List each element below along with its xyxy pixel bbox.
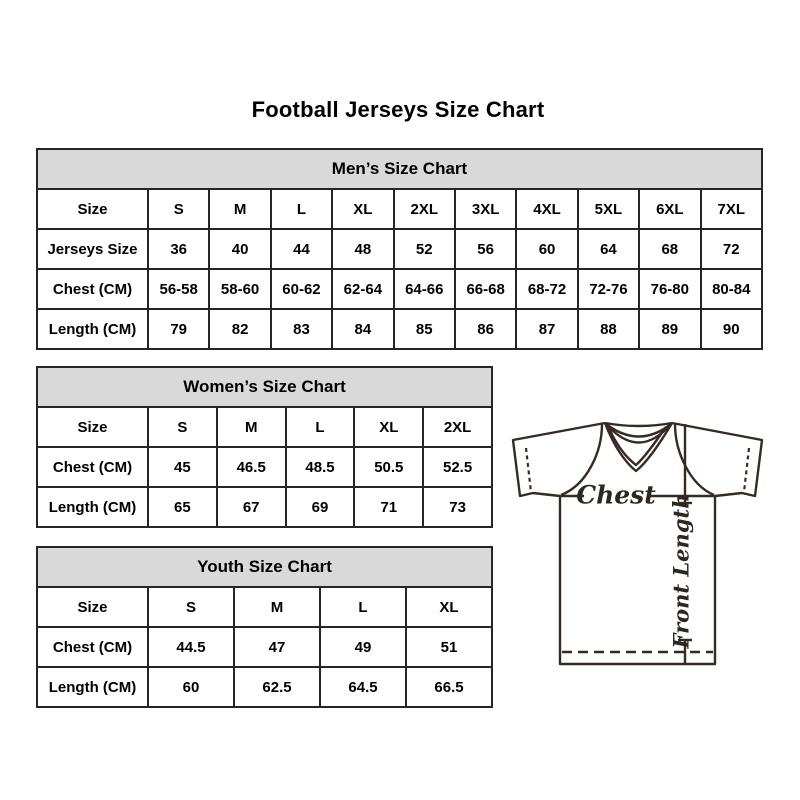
cell: 64.5 [320,667,406,707]
jersey-measurement-diagram [505,407,767,667]
cell: 62.5 [234,667,320,707]
cell: 36 [148,229,209,269]
cell: 44 [271,229,332,269]
page-title: Football Jerseys Size Chart [251,97,545,122]
col-header: S [148,407,217,447]
cell: 72-76 [578,269,639,309]
table-header-row [37,407,492,447]
cell: 89 [639,309,700,349]
col-header: 2XL [394,189,455,229]
cell: 44.5 [148,627,234,667]
cell: 76-80 [639,269,700,309]
col-header: S [148,189,209,229]
cell: 80-84 [701,269,762,309]
col-header: 5XL [578,189,639,229]
cell: 67 [217,487,286,527]
col-header: 7XL [701,189,762,229]
row-label: Jerseys Size [37,229,148,269]
cell: 65 [148,487,217,527]
cell: 82 [209,309,270,349]
cell: 46.5 [217,447,286,487]
cell: 49 [320,627,406,667]
row-label: Chest (CM) [37,627,148,667]
table-section-row [37,149,762,189]
table-row [37,269,762,309]
table-section-row [37,367,492,407]
right-armhole-seam [675,424,714,495]
col-header: 4XL [516,189,577,229]
table-header-row [37,189,762,229]
cell: 71 [354,487,423,527]
cell: 58-60 [209,269,270,309]
cell: 66.5 [406,667,492,707]
cell: 69 [286,487,355,527]
cell: 60-62 [271,269,332,309]
col-header: XL [354,407,423,447]
row-label: Length (CM) [37,667,148,707]
cell: 66-68 [455,269,516,309]
cell: 56-58 [148,269,209,309]
collar-top-line [605,423,672,426]
col-header: L [271,189,332,229]
col-header: 6XL [639,189,700,229]
cell: 48.5 [286,447,355,487]
cell: 83 [271,309,332,349]
table-header-row [37,587,492,627]
cell: 68-72 [516,269,577,309]
cell: 60 [148,667,234,707]
cell: 50.5 [354,447,423,487]
table-row [37,487,492,527]
jersey-outline [513,423,762,664]
table-row [37,229,762,269]
youth-size-table [36,546,493,708]
col-header: Size [37,587,148,627]
table-row [37,627,492,667]
cell: 90 [701,309,762,349]
cell: 64-66 [394,269,455,309]
cell: 40 [209,229,270,269]
cell: 51 [406,627,492,667]
left-cuff-stitch [526,448,531,492]
chest-measure-label: Chest [576,480,656,510]
cell: 86 [455,309,516,349]
cell: 64 [578,229,639,269]
cell: 73 [423,487,492,527]
cell: 47 [234,627,320,667]
table-section-row [37,547,492,587]
col-header: M [234,587,320,627]
cell: 72 [701,229,762,269]
table-row [37,447,492,487]
col-header: 2XL [423,407,492,447]
col-header: M [217,407,286,447]
cell: 45 [148,447,217,487]
col-header: 3XL [455,189,516,229]
col-header: M [209,189,270,229]
front-length-measure-label: Front Length [668,493,694,649]
table-row [37,667,492,707]
womens-size-table [36,366,493,528]
cell: 68 [639,229,700,269]
row-label: Chest (CM) [37,269,148,309]
col-header: Size [37,189,148,229]
row-label: Length (CM) [37,309,148,349]
col-header: Size [37,407,148,447]
col-header: XL [406,587,492,627]
womens-table-title: Women’s Size Chart [37,367,492,407]
col-header: L [320,587,406,627]
col-header: S [148,587,234,627]
cell: 52 [394,229,455,269]
youth-table-title: Youth Size Chart [37,547,492,587]
cell: 60 [516,229,577,269]
cell: 88 [578,309,639,349]
mens-size-table [36,148,763,350]
row-label: Length (CM) [37,487,148,527]
cell: 62-64 [332,269,393,309]
cell: 48 [332,229,393,269]
table-row [37,309,762,349]
right-cuff-stitch [744,448,749,492]
cell: 56 [455,229,516,269]
mens-table-title: Men’s Size Chart [37,149,762,189]
cell: 84 [332,309,393,349]
cell: 79 [148,309,209,349]
col-header: XL [332,189,393,229]
cell: 85 [394,309,455,349]
row-label: Chest (CM) [37,447,148,487]
cell: 52.5 [423,447,492,487]
col-header: L [286,407,355,447]
cell: 87 [516,309,577,349]
